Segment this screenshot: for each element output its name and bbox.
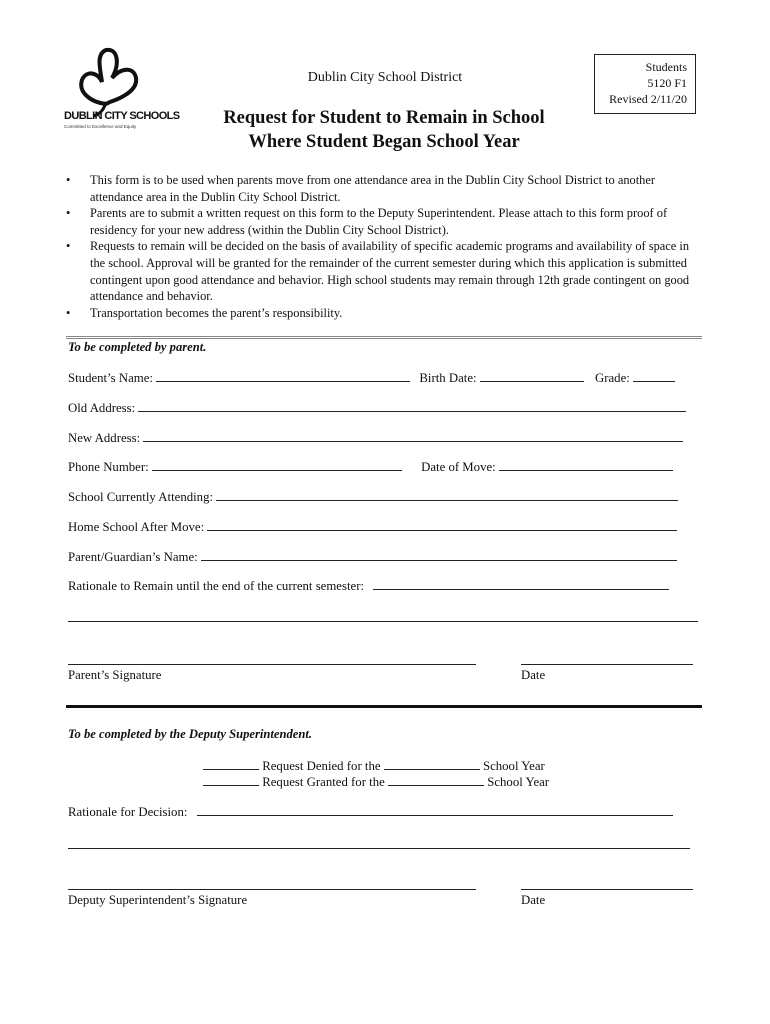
title-line: Request for Student to Remain in School bbox=[223, 108, 545, 128]
granted-year-field[interactable] bbox=[388, 773, 484, 786]
parent-date-line[interactable] bbox=[521, 664, 693, 665]
school-year-label: School Year bbox=[487, 775, 550, 789]
form-title bbox=[180, 106, 588, 154]
grade-field[interactable] bbox=[633, 369, 675, 382]
deputy-signature-label: Deputy Superintendent’s Signature bbox=[68, 893, 248, 907]
parent-date-label: Date bbox=[521, 668, 546, 682]
denied-label: Request Denied for the bbox=[262, 759, 381, 773]
clover-logo-icon bbox=[60, 44, 152, 136]
new-address-row bbox=[68, 429, 683, 446]
home-school-label: Home School After Move: bbox=[68, 520, 205, 534]
current-school-field[interactable] bbox=[216, 488, 678, 501]
phone-field[interactable] bbox=[152, 458, 402, 471]
granted-row bbox=[203, 773, 549, 790]
date-of-move-label: Date of Move: bbox=[421, 460, 496, 474]
phone-row bbox=[68, 458, 673, 475]
guardian-name-label: Parent/Guardian’s Name: bbox=[68, 550, 198, 564]
logo-text: DUBLIN CITY SCHOOLS bbox=[64, 110, 180, 122]
list-item: • Requests to remain will be decided on the basis of availability of specific academic programs and availability of space in the school. Approval will be granted for the remainder of the current semester during which this application is submitted contingent upon good attendance and behavior. High school students may remain through 12th grade contingent on good attendance and behavior. bbox=[66, 238, 706, 304]
list-item: • This form is to be used when parents move from one attendance area in the Dublin City School District to another attendance area in the Dublin City School District. bbox=[66, 172, 706, 205]
deputy-section-heading: To be completed by the Deputy Superintendent. bbox=[68, 727, 313, 741]
birth-date-field[interactable] bbox=[480, 369, 584, 382]
current-school-row bbox=[68, 488, 678, 505]
current-school-label: School Currently Attending: bbox=[68, 490, 214, 504]
deputy-signature-line[interactable] bbox=[68, 889, 476, 890]
title-line: Where Student Began School Year bbox=[248, 132, 520, 152]
birth-date-label: Birth Date: bbox=[419, 371, 477, 385]
denied-row bbox=[203, 757, 545, 774]
district-logo bbox=[60, 44, 152, 136]
list-item: • Parents are to submit a written request on this form to the Deputy Superintendent. Please attach to this form proof of residency for your new address (within the Dublin City School District). bbox=[66, 205, 706, 238]
decision-rationale-field[interactable] bbox=[197, 803, 673, 816]
school-year-label: School Year bbox=[482, 759, 545, 773]
old-address-label: Old Address: bbox=[68, 401, 136, 415]
new-address-field[interactable] bbox=[143, 429, 683, 442]
code-line: 5120 F1 bbox=[647, 76, 687, 90]
parent-signature-line[interactable] bbox=[68, 664, 476, 665]
student-name-field[interactable] bbox=[156, 369, 410, 382]
section-divider bbox=[66, 705, 702, 708]
deputy-date-line[interactable] bbox=[521, 889, 693, 890]
student-row bbox=[68, 369, 675, 386]
date-of-move-field[interactable] bbox=[499, 458, 673, 471]
denied-checkline[interactable] bbox=[203, 757, 259, 770]
instructions-list bbox=[66, 172, 706, 321]
district-name: Dublin City School District bbox=[307, 70, 463, 85]
old-address-row bbox=[68, 399, 686, 416]
rationale-label: Rationale to Remain until the end of the current semester: bbox=[68, 579, 365, 593]
deputy-date-label: Date bbox=[521, 893, 546, 907]
rationale-field[interactable] bbox=[373, 577, 669, 590]
rationale-continuation-line[interactable] bbox=[68, 621, 698, 622]
granted-label: Request Granted for the bbox=[262, 775, 385, 789]
granted-checkline[interactable] bbox=[203, 773, 259, 786]
parent-signature-label: Parent’s Signature bbox=[68, 668, 162, 682]
decision-rationale-row bbox=[68, 803, 673, 820]
code-line: Students bbox=[645, 60, 687, 74]
home-school-row bbox=[68, 518, 677, 535]
guardian-name-field[interactable] bbox=[201, 548, 677, 561]
phone-label: Phone Number: bbox=[68, 460, 149, 474]
home-school-field[interactable] bbox=[207, 518, 677, 531]
student-name-label: Student’s Name: bbox=[68, 371, 153, 385]
parent-section-heading: To be completed by parent. bbox=[68, 340, 207, 354]
guardian-row bbox=[68, 548, 677, 565]
decision-rationale-label: Rationale for Decision: bbox=[68, 805, 188, 819]
denied-year-field[interactable] bbox=[384, 757, 480, 770]
old-address-field[interactable] bbox=[138, 399, 686, 412]
list-item: • Transportation becomes the parent’s responsibility. bbox=[66, 305, 706, 322]
rationale-row bbox=[68, 577, 669, 594]
new-address-label: New Address: bbox=[68, 431, 141, 445]
code-line: Revised 2/11/20 bbox=[609, 92, 687, 106]
decision-rationale-continuation-line[interactable] bbox=[68, 848, 690, 849]
divider bbox=[66, 336, 702, 339]
policy-code-box bbox=[594, 54, 696, 114]
grade-label: Grade: bbox=[594, 371, 630, 385]
logo-tagline: Committed to Excellence and Equity bbox=[64, 124, 137, 129]
